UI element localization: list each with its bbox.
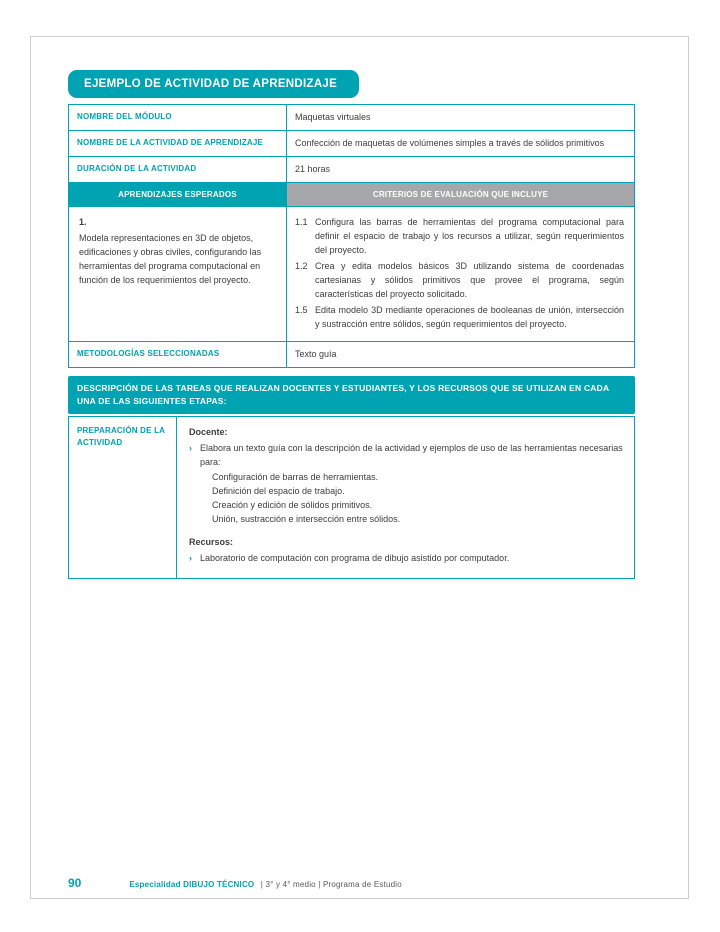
activity-name-value: Confección de maquetas de volúmenes simples a través de sólidos primitivos	[287, 131, 635, 157]
footer-meta	[129, 880, 402, 889]
sub-item: Unión, sustracción e intersección entre sólidos.	[212, 514, 401, 524]
footer-specialty: Especialidad DIBUJO TÉCNICO	[129, 880, 255, 889]
criteria-item	[295, 215, 624, 257]
page-footer	[68, 876, 635, 890]
duration-row	[69, 157, 635, 183]
footer-program-info: | 3° y 4° medio | Programa de Estudio	[260, 880, 402, 889]
preparation-label: PREPARACIÓN DE LA ACTIVIDAD	[69, 417, 177, 579]
methodology-row	[69, 342, 635, 368]
sub-item: Definición del espacio de trabajo.	[212, 486, 345, 496]
activity-name-label: NOMBRE DE LA ACTIVIDAD DE APRENDIZAJE	[69, 131, 287, 157]
criteria-text: Configura las barras de herramientas del programa computacional para definir el espacio de trabajo y los recursos a utilizar, según requerimientos del proyecto.	[315, 217, 624, 255]
recursos-bullet-line	[189, 551, 624, 565]
tasks-description-band: DESCRIPCIÓN DE LAS TAREAS QUE REALIZAN DOCENTES Y ESTUDIANTES, Y LOS RECURSOS QUE SE UTILIZAN EN CADA UNA DE LAS SIGUIENTES ETAPAS:	[68, 376, 635, 414]
section-header-row	[69, 183, 635, 207]
criteria-cell	[287, 207, 635, 342]
criteria-number: 1.2	[295, 261, 308, 271]
activity-name-row	[69, 131, 635, 157]
criteria-item	[295, 303, 624, 331]
learning-text: Modela representaciones en 3D de objetos, edificaciones y obras civiles, configurando las herramientas del programa computacional en función de los requerimientos del proyecto.	[79, 233, 262, 285]
methodology-value: Texto guía	[287, 342, 635, 368]
preparation-content	[177, 417, 635, 579]
page-number: 90	[68, 876, 82, 890]
activity-info-table	[68, 104, 635, 368]
criteria-item	[295, 259, 624, 301]
docente-heading: Docente:	[189, 427, 228, 437]
learning-number: 1.	[79, 217, 87, 227]
activity-example-badge: EJEMPLO DE ACTIVIDAD DE APRENDIZAJE	[68, 70, 359, 98]
tool-sub-items	[189, 470, 624, 526]
recursos-bullet-text: Laboratorio de computación con programa de dibujo asistido por computador.	[200, 553, 510, 563]
spacer	[189, 526, 624, 535]
module-name-value: Maquetas virtuales	[287, 105, 635, 131]
duration-value: 21 horas	[287, 157, 635, 183]
evaluation-criteria-header: CRITERIOS DE EVALUACIÓN QUE INCLUYE	[287, 183, 635, 207]
criteria-number: 1.5	[295, 305, 308, 315]
docente-bullet-line	[189, 441, 624, 469]
sub-item: Configuración de barras de herramientas.	[212, 472, 379, 482]
criteria-text: Crea y edita modelos básicos 3D utilizando sistema de coordenadas cartesianas y sólidos primitivos que provee el programa, según características del proyecto solicitado.	[315, 261, 624, 299]
criteria-number: 1.1	[295, 217, 308, 227]
sub-item: Creación y edición de sólidos primitivos.	[212, 500, 373, 510]
expected-learning-cell	[69, 207, 287, 342]
module-name-row	[69, 105, 635, 131]
module-name-label: NOMBRE DEL MÓDULO	[69, 105, 287, 131]
bullet-icon: ›	[189, 443, 192, 453]
learning-criteria-row	[69, 207, 635, 342]
criteria-text: Edita modelo 3D mediante operaciones de booleanas de unión, intersección y sustracción entre sólidos, según requerimientos del proyecto.	[315, 305, 624, 329]
expected-learning-header: APRENDIZAJES ESPERADOS	[69, 183, 287, 207]
preparation-table	[68, 416, 635, 579]
duration-label: DURACIÓN DE LA ACTIVIDAD	[69, 157, 287, 183]
activity-sheet	[68, 70, 635, 579]
bullet-icon: ›	[189, 553, 192, 563]
docente-bullet-text: Elabora un texto guía con la descripción de la actividad y ejemplos de uso de las herramientas necesarias para:	[200, 443, 623, 467]
preparation-row	[69, 417, 635, 579]
methodology-label: METODOLOGÍAS SELECCIONADAS	[69, 342, 287, 368]
recursos-heading: Recursos:	[189, 537, 234, 547]
